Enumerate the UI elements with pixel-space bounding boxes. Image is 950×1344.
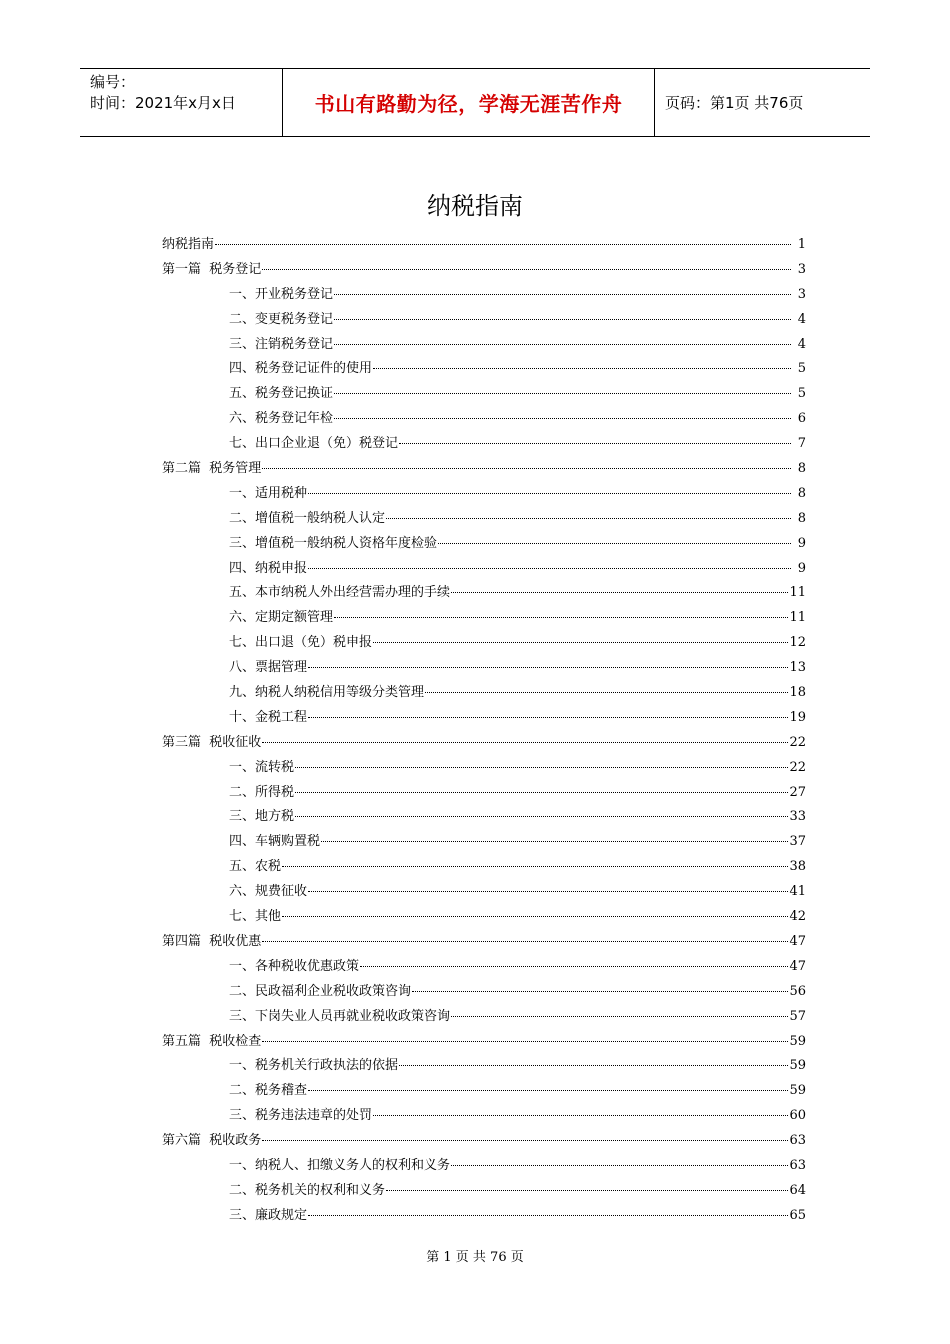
toc-leader-dots [308, 667, 788, 668]
toc-entry-label: 三、廉政规定 [229, 1207, 308, 1223]
toc-entry-label: 纳税指南 [162, 237, 215, 252]
toc-entry-label: 四、税务登记证件的使用 [229, 361, 373, 377]
toc-entry-label: 一、适用税种 [229, 485, 308, 501]
toc-entry-page: 3 [797, 286, 806, 302]
toc-entry-page: 57 [789, 1008, 806, 1024]
toc-entry-page: 22 [789, 759, 806, 775]
toc-subentry[interactable] [162, 1079, 806, 1104]
toc-entry-label: 八、票据管理 [229, 660, 308, 676]
toc-entry-page: 64 [789, 1182, 806, 1198]
toc-leader-dots [334, 319, 791, 320]
toc-entry-page: 8 [797, 485, 806, 501]
toc-entry-page: 18 [789, 685, 806, 701]
toc-entry-label: 三、下岗失业人员再就业税收政策咨询 [229, 1008, 451, 1024]
toc-entry-page: 59 [789, 1033, 806, 1049]
toc-entry-page: 60 [789, 1108, 806, 1124]
toc-leader-dots [438, 543, 791, 544]
toc-leader-dots [215, 244, 791, 245]
toc-entry-page: 47 [789, 933, 806, 949]
toc-entry-label: 六、定期定额管理 [229, 610, 334, 626]
toc-subentry[interactable] [162, 781, 806, 806]
toc-leader-dots [308, 891, 788, 892]
toc-entry-page: 65 [789, 1207, 806, 1223]
toc-subentry[interactable] [162, 308, 806, 333]
toc-entry-page: 22 [789, 734, 806, 750]
toc-entry-label: 七、出口退（免）税申报 [229, 635, 373, 651]
toc-entry-label: 二、变更税务登记 [229, 311, 334, 327]
toc-entry-page: 11 [789, 610, 806, 626]
toc-leader-dots [262, 269, 791, 270]
toc-entry-label: 三、地方税 [229, 809, 295, 825]
toc-entry-page: 56 [789, 983, 806, 999]
toc-entry-page: 6 [797, 411, 806, 427]
toc-entry[interactable] [162, 1129, 806, 1154]
toc-subentry[interactable] [162, 507, 806, 532]
toc-entry-label: 二、民政福利企业税收政策咨询 [229, 983, 412, 999]
toc-subentry[interactable] [162, 283, 806, 308]
toc-entry-label: 五、农税 [229, 859, 282, 875]
toc-entry-label: 三、税务违法违章的处罚 [229, 1108, 373, 1124]
toc-subentry[interactable] [162, 382, 806, 407]
toc-leader-dots [425, 692, 788, 693]
toc-entry-page: 63 [789, 1157, 806, 1173]
toc-entry-label: 四、车辆购置税 [229, 834, 321, 850]
toc-leader-dots [262, 468, 791, 469]
table-of-contents [162, 233, 806, 1229]
toc-subentry[interactable] [162, 830, 806, 855]
toc-leader-dots [386, 1190, 788, 1191]
toc-subentry[interactable] [162, 1179, 806, 1204]
toc-entry-page: 9 [797, 535, 806, 551]
toc-leader-dots [308, 568, 791, 569]
toc-entry-page: 37 [789, 834, 806, 850]
toc-subentry[interactable] [162, 656, 806, 681]
toc-subentry[interactable] [162, 756, 806, 781]
toc-leader-dots [262, 941, 788, 942]
toc-leader-dots [308, 1215, 788, 1216]
toc-entry-label: 三、注销税务登记 [229, 336, 334, 352]
toc-subentry[interactable] [162, 631, 806, 656]
toc-leader-dots [386, 518, 791, 519]
toc-entry-page: 8 [797, 510, 806, 526]
toc-subentry[interactable] [162, 1154, 806, 1179]
toc-leader-dots [295, 792, 788, 793]
toc-leader-dots [321, 841, 788, 842]
page-header [80, 68, 870, 137]
time-label: 时间：2021年x月x日 [90, 94, 236, 112]
toc-entry-page: 59 [789, 1083, 806, 1099]
toc-leader-dots [373, 1115, 788, 1116]
toc-subentry[interactable] [162, 905, 806, 930]
toc-leader-dots [334, 294, 791, 295]
toc-leader-dots [262, 1140, 788, 1141]
toc-leader-dots [334, 393, 791, 394]
toc-leader-dots [308, 493, 791, 494]
toc-leader-dots [399, 443, 791, 444]
toc-entry-label: 七、出口企业退（免）税登记 [229, 436, 399, 452]
toc-subentry[interactable] [162, 880, 806, 905]
toc-leader-dots [282, 866, 788, 867]
toc-entry-label: 三、增值税一般纳税人资格年度检验 [229, 535, 438, 551]
toc-leader-dots [295, 816, 788, 817]
toc-entry-label: 一、纳税人、扣缴义务人的权利和义务 [229, 1157, 451, 1173]
toc-leader-dots [373, 368, 791, 369]
toc-entry-label: 第三篇 税收征收 [162, 734, 262, 750]
toc-entry-label: 第一篇 税务登记 [162, 261, 262, 277]
toc-subentry[interactable] [162, 357, 806, 382]
toc-subentry[interactable] [162, 955, 806, 980]
header-motto: 书山有路勤为径，学海无涯苦作舟 [282, 69, 655, 136]
toc-entry-label: 第四篇 税收优惠 [162, 933, 262, 949]
toc-entry-label: 第五篇 税收检查 [162, 1033, 262, 1049]
toc-entry-page: 19 [789, 709, 806, 725]
toc-entry-page: 5 [797, 386, 806, 402]
toc-entry-page: 27 [789, 784, 806, 800]
toc-subentry[interactable] [162, 606, 806, 631]
toc-entry-page: 8 [797, 461, 806, 477]
number-label: 编号： [90, 73, 136, 91]
toc-entry[interactable] [162, 457, 806, 482]
toc-subentry[interactable] [162, 681, 806, 706]
toc-subentry[interactable] [162, 805, 806, 830]
toc-entry-label: 六、税务登记年检 [229, 411, 334, 427]
toc-entry-page: 5 [797, 361, 806, 377]
toc-entry-page: 41 [789, 884, 806, 900]
toc-subentry[interactable] [162, 1204, 806, 1229]
toc-leader-dots [282, 916, 788, 917]
toc-subentry[interactable] [162, 1104, 806, 1129]
toc-subentry[interactable] [162, 432, 806, 457]
toc-entry-label: 四、纳税申报 [229, 560, 308, 576]
toc-entry-label: 一、各种税收优惠政策 [229, 958, 360, 974]
toc-entry-label: 五、本市纳税人外出经营需办理的手续 [229, 585, 451, 601]
toc-entry-page: 4 [797, 311, 806, 327]
document-title: 纳税指南 [427, 192, 523, 220]
toc-entry-label: 二、所得税 [229, 784, 295, 800]
toc-entry[interactable] [162, 930, 806, 955]
toc-entry-page: 1 [797, 237, 806, 252]
toc-leader-dots [451, 592, 788, 593]
toc-leader-dots [308, 1090, 788, 1091]
toc-entry-page: 4 [797, 336, 806, 352]
toc-entry-label: 二、增值税一般纳税人认定 [229, 510, 386, 526]
toc-entry-page: 59 [789, 1058, 806, 1074]
toc-subentry[interactable] [162, 581, 806, 606]
toc-leader-dots [295, 767, 788, 768]
toc-entry[interactable] [162, 233, 806, 258]
header-page-info: 页码：第1页 共76页 [665, 94, 804, 112]
toc-subentry[interactable] [162, 532, 806, 557]
toc-leader-dots [334, 344, 791, 345]
toc-entry-label: 二、税务机关的权利和义务 [229, 1182, 386, 1198]
toc-subentry[interactable] [162, 855, 806, 880]
toc-entry-page: 7 [797, 436, 806, 452]
toc-entry-label: 七、其他 [229, 909, 282, 925]
toc-subentry[interactable] [162, 1005, 806, 1030]
toc-entry-page: 38 [789, 859, 806, 875]
toc-entry-label: 一、开业税务登记 [229, 286, 334, 302]
toc-subentry[interactable] [162, 482, 806, 507]
toc-entry-page: 9 [797, 560, 806, 576]
toc-leader-dots [334, 418, 791, 419]
toc-entry-label: 一、税务机关行政执法的依据 [229, 1058, 399, 1074]
toc-entry-label: 一、流转税 [229, 759, 295, 775]
page-footer: 第 1 页 共 76 页 [426, 1250, 524, 1265]
toc-leader-dots [451, 1165, 788, 1166]
toc-entry-label: 六、规费征收 [229, 884, 308, 900]
toc-leader-dots [308, 717, 788, 718]
toc-entry-page: 11 [789, 585, 806, 601]
toc-entry-label: 第二篇 税务管理 [162, 461, 262, 477]
toc-entry-label: 九、纳税人纳税信用等级分类管理 [229, 685, 425, 701]
toc-entry[interactable] [162, 258, 806, 283]
toc-leader-dots [399, 1065, 788, 1066]
toc-leader-dots [334, 617, 788, 618]
toc-entry-label: 五、税务登记换证 [229, 386, 334, 402]
toc-leader-dots [412, 991, 788, 992]
toc-entry-page: 42 [789, 909, 806, 925]
toc-subentry[interactable] [162, 557, 806, 582]
toc-leader-dots [360, 966, 788, 967]
toc-leader-dots [451, 1016, 788, 1017]
toc-subentry[interactable] [162, 1054, 806, 1079]
toc-entry-label: 第六篇 税收政务 [162, 1133, 262, 1149]
toc-subentry[interactable] [162, 706, 806, 731]
toc-subentry[interactable] [162, 980, 806, 1005]
toc-entry-page: 47 [789, 958, 806, 974]
toc-entry-label: 二、税务稽查 [229, 1083, 308, 1099]
toc-entry-label: 十、金税工程 [229, 709, 308, 725]
toc-entry-page: 3 [797, 261, 806, 277]
toc-subentry[interactable] [162, 407, 806, 432]
header-meta [80, 69, 282, 136]
toc-leader-dots [262, 1041, 788, 1042]
toc-entry-page: 33 [789, 809, 806, 825]
toc-entry-page: 13 [789, 660, 806, 676]
toc-entry[interactable] [162, 731, 806, 756]
toc-leader-dots [373, 642, 788, 643]
toc-entry-page: 12 [789, 635, 806, 651]
toc-entry[interactable] [162, 1030, 806, 1055]
toc-leader-dots [262, 742, 788, 743]
toc-entry-page: 63 [789, 1133, 806, 1149]
toc-subentry[interactable] [162, 333, 806, 358]
